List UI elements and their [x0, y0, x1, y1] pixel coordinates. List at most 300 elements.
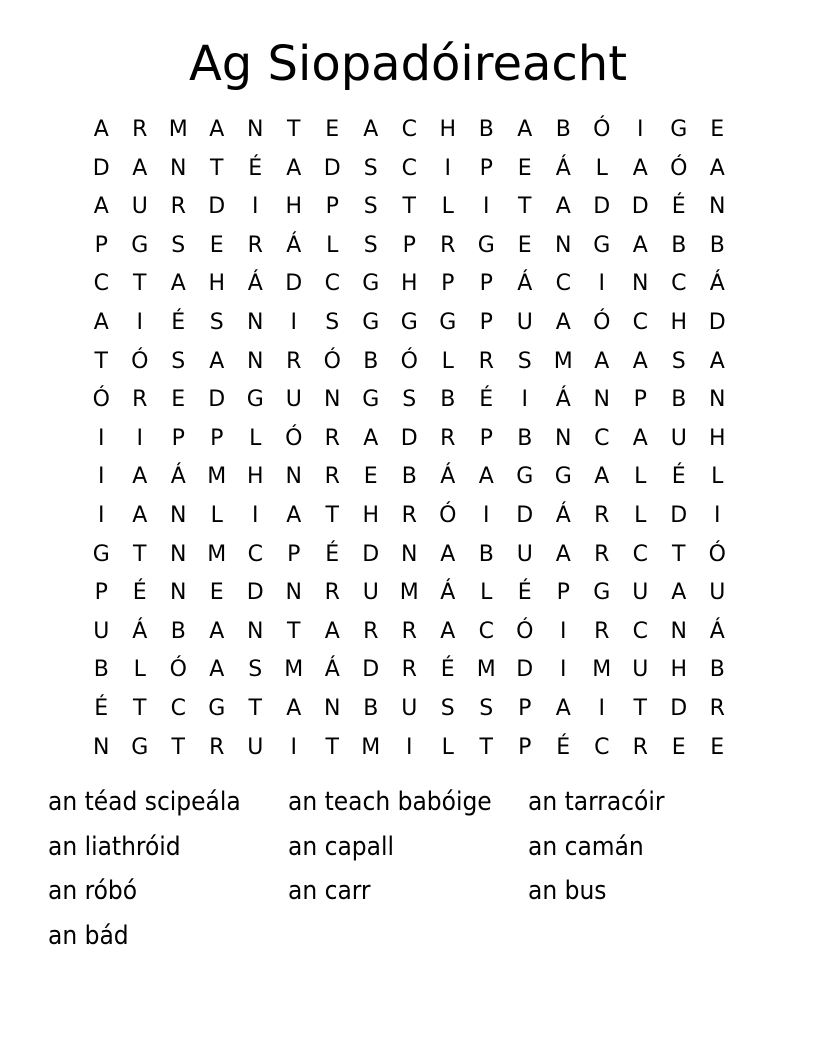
- word-list-item: an téad scipeála: [48, 787, 241, 817]
- grid-letter: P: [94, 232, 108, 258]
- grid-letter: B: [363, 348, 379, 374]
- grid-letter: É: [556, 734, 571, 760]
- grid-letter: Ó: [323, 348, 341, 374]
- grid-letter: T: [479, 734, 493, 760]
- grid-letter: N: [555, 232, 572, 258]
- grid-letter: U: [362, 580, 379, 606]
- grid-letter: A: [286, 502, 302, 528]
- grid-letter: A: [440, 541, 456, 567]
- grid-letter: P: [287, 541, 301, 567]
- grid-row: [82, 578, 737, 617]
- grid-letter: A: [555, 309, 571, 335]
- grid-letter: L: [210, 502, 223, 528]
- grid-letter: A: [170, 271, 186, 297]
- grid-letter: N: [247, 618, 264, 644]
- grid-letter: B: [478, 541, 494, 567]
- grid-letter: T: [518, 194, 532, 220]
- grid-row: [82, 462, 737, 501]
- grid-letter: M: [553, 348, 573, 374]
- grid-letter: U: [131, 194, 148, 220]
- grid-letter: Á: [555, 502, 571, 528]
- grid-letter: S: [171, 348, 186, 374]
- grid-letter: G: [554, 464, 572, 490]
- grid-letter: A: [555, 541, 571, 567]
- grid-letter: B: [401, 464, 417, 490]
- grid-letter: D: [285, 271, 303, 297]
- grid-letter: E: [517, 155, 532, 181]
- grid-letter: A: [132, 464, 148, 490]
- grid-letter: N: [285, 464, 302, 490]
- grid-letter: B: [170, 618, 186, 644]
- grid-letter: C: [594, 425, 610, 451]
- word-list: [48, 780, 768, 958]
- grid-letter: E: [517, 232, 532, 258]
- grid-letter: S: [363, 194, 378, 220]
- grid-letter: C: [594, 734, 610, 760]
- grid-letter: É: [171, 309, 186, 335]
- grid-letter: N: [247, 309, 264, 335]
- grid-letter: Á: [555, 155, 571, 181]
- grid-letter: D: [516, 502, 534, 528]
- grid-letter: D: [246, 580, 264, 606]
- grid-letter: M: [207, 464, 227, 490]
- grid-letter: C: [632, 541, 648, 567]
- grid-letter: D: [208, 387, 226, 413]
- grid-letter: T: [325, 502, 339, 528]
- grid-letter: I: [136, 309, 143, 335]
- grid-letter: H: [246, 464, 264, 490]
- grid-letter: É: [671, 464, 686, 490]
- grid-letter: G: [362, 309, 380, 335]
- grid-letter: N: [401, 541, 418, 567]
- grid-letter: E: [710, 117, 725, 142]
- grid-letter: I: [252, 502, 259, 528]
- grid-letter: T: [210, 155, 224, 181]
- grid-letter: S: [440, 695, 455, 721]
- grid-letter: D: [362, 657, 380, 683]
- grid-letter: R: [132, 387, 148, 413]
- grid-letter: T: [133, 541, 147, 567]
- grid-letter: B: [440, 387, 456, 413]
- grid-letter: P: [441, 271, 455, 297]
- grid-letter: A: [517, 117, 533, 142]
- grid-letter: D: [400, 425, 418, 451]
- grid-letter: G: [131, 232, 149, 258]
- grid-letter: L: [634, 502, 647, 528]
- grid-letter: Ó: [593, 309, 611, 335]
- grid-letter: U: [516, 309, 533, 335]
- grid-letter: A: [209, 657, 225, 683]
- grid-row: [82, 733, 737, 772]
- grid-letter: I: [406, 734, 413, 760]
- grid-letter: S: [671, 348, 686, 374]
- grid-letter: D: [362, 541, 380, 567]
- grid-letter: M: [399, 580, 419, 606]
- grid-letter: P: [479, 425, 493, 451]
- grid-letter: A: [555, 194, 571, 220]
- grid-row: [82, 308, 737, 347]
- grid-row: [82, 655, 737, 694]
- grid-letter: U: [516, 541, 533, 567]
- grid-letter: T: [287, 117, 301, 142]
- grid-row: [82, 385, 737, 424]
- grid-letter: U: [247, 734, 264, 760]
- grid-letter: P: [210, 425, 224, 451]
- grid-letter: A: [594, 464, 610, 490]
- grid-letter: B: [671, 387, 687, 413]
- grid-letter: I: [598, 271, 605, 297]
- grid-letter: D: [631, 194, 649, 220]
- grid-letter: U: [632, 580, 649, 606]
- grid-letter: G: [439, 309, 457, 335]
- grid-letter: G: [92, 541, 110, 567]
- grid-letter: D: [708, 309, 726, 335]
- grid-letter: C: [478, 618, 494, 644]
- grid-letter: C: [632, 618, 648, 644]
- grid-letter: I: [290, 309, 297, 335]
- grid-letter: H: [400, 271, 418, 297]
- grid-letter: M: [284, 657, 304, 683]
- grid-letter: S: [402, 387, 417, 413]
- grid-letter: R: [440, 425, 456, 451]
- word-list-item: an camán: [528, 831, 644, 862]
- grid-letter: Ó: [131, 348, 149, 374]
- grid-letter: P: [479, 155, 493, 181]
- grid-letter: R: [363, 618, 379, 644]
- grid-letter: S: [363, 155, 378, 181]
- grid-letter: I: [98, 502, 105, 528]
- grid-row: [82, 540, 737, 579]
- grid-letter: R: [401, 502, 417, 528]
- grid-letter: G: [516, 464, 534, 490]
- grid-letter: P: [94, 580, 108, 606]
- grid-letter: A: [709, 348, 725, 374]
- grid-letter: A: [209, 117, 225, 142]
- grid-letter: N: [324, 387, 341, 413]
- grid-letter: Ó: [670, 155, 688, 181]
- grid-letter: Ó: [593, 117, 611, 142]
- grid-letter: M: [207, 541, 227, 567]
- word-list-item: an róbó: [48, 876, 138, 906]
- word-list-item: an capall: [288, 831, 394, 862]
- grid-letter: H: [670, 309, 688, 335]
- grid-letter: G: [400, 309, 418, 335]
- word-search-grid: [82, 115, 737, 771]
- grid-letter: É: [248, 155, 263, 181]
- grid-letter: U: [93, 618, 110, 644]
- grid-letter: L: [595, 155, 608, 181]
- grid-letter: S: [517, 348, 532, 374]
- grid-letter: A: [632, 348, 648, 374]
- grid-letter: T: [287, 618, 301, 644]
- grid-letter: É: [94, 695, 109, 721]
- grid-letter: A: [555, 695, 571, 721]
- grid-letter: G: [593, 232, 611, 258]
- grid-letter: A: [632, 232, 648, 258]
- grid-row: [82, 269, 737, 308]
- grid-letter: T: [325, 734, 339, 760]
- grid-letter: U: [709, 580, 726, 606]
- grid-letter: I: [637, 117, 644, 142]
- grid-letter: S: [325, 309, 340, 335]
- grid-letter: I: [714, 502, 721, 528]
- grid-letter: I: [98, 464, 105, 490]
- grid-letter: G: [593, 580, 611, 606]
- grid-letter: P: [479, 271, 493, 297]
- grid-letter: L: [480, 580, 493, 606]
- grid-letter: R: [632, 734, 648, 760]
- grid-letter: T: [133, 271, 147, 297]
- grid-letter: R: [324, 464, 340, 490]
- grid-letter: N: [632, 271, 649, 297]
- grid-letter: E: [710, 734, 725, 760]
- grid-letter: A: [93, 194, 109, 220]
- grid-letter: H: [208, 271, 226, 297]
- grid-letter: N: [670, 618, 687, 644]
- grid-letter: L: [711, 464, 724, 490]
- grid-letter: C: [247, 541, 263, 567]
- grid-letter: P: [325, 194, 339, 220]
- grid-letter: R: [170, 194, 186, 220]
- grid-letter: R: [286, 348, 302, 374]
- grid-letter: G: [246, 387, 264, 413]
- grid-letter: G: [477, 232, 495, 258]
- grid-letter: S: [363, 232, 378, 258]
- grid-letter: C: [401, 117, 417, 142]
- grid-letter: N: [93, 734, 110, 760]
- grid-letter: B: [671, 232, 687, 258]
- grid-letter: R: [594, 541, 610, 567]
- grid-letter: R: [709, 695, 725, 721]
- grid-letter: P: [633, 387, 647, 413]
- grid-letter: C: [401, 155, 417, 181]
- grid-letter: E: [171, 387, 186, 413]
- grid-letter: N: [170, 502, 187, 528]
- grid-letter: P: [518, 695, 532, 721]
- grid-letter: I: [598, 695, 605, 721]
- grid-letter: H: [708, 425, 726, 451]
- grid-letter: M: [361, 734, 381, 760]
- grid-letter: N: [709, 387, 726, 413]
- grid-letter: A: [286, 695, 302, 721]
- grid-letter: I: [483, 502, 490, 528]
- grid-letter: N: [593, 387, 610, 413]
- grid-letter: L: [441, 348, 454, 374]
- grid-letter: N: [247, 117, 264, 142]
- grid-letter: T: [171, 734, 185, 760]
- grid-letter: U: [632, 657, 649, 683]
- grid-letter: A: [363, 117, 379, 142]
- grid-letter: N: [247, 348, 264, 374]
- grid-letter: N: [285, 580, 302, 606]
- grid-letter: É: [517, 580, 532, 606]
- grid-letter: S: [209, 309, 224, 335]
- grid-row: [82, 617, 737, 656]
- grid-letter: A: [632, 155, 648, 181]
- grid-letter: D: [208, 194, 226, 220]
- grid-letter: R: [478, 348, 494, 374]
- page-title: Ag Siopadóireacht: [188, 36, 628, 92]
- grid-letter: A: [671, 580, 687, 606]
- grid-letter: E: [325, 117, 340, 142]
- grid-letter: M: [476, 657, 496, 683]
- grid-letter: I: [252, 194, 259, 220]
- grid-letter: Á: [247, 271, 263, 297]
- grid-letter: R: [247, 232, 263, 258]
- grid-letter: I: [444, 155, 451, 181]
- word-list-item: an liathróid: [48, 831, 181, 862]
- grid-letter: B: [709, 657, 725, 683]
- grid-letter: N: [324, 695, 341, 721]
- grid-row: [82, 192, 737, 231]
- grid-letter: N: [555, 425, 572, 451]
- grid-letter: B: [517, 425, 533, 451]
- grid-letter: C: [671, 271, 687, 297]
- grid-letter: I: [483, 194, 490, 220]
- grid-letter: Á: [517, 271, 533, 297]
- grid-letter: U: [670, 425, 687, 451]
- grid-row: [82, 115, 737, 154]
- grid-letter: U: [401, 695, 418, 721]
- grid-letter: S: [171, 232, 186, 258]
- grid-row: [82, 694, 737, 733]
- grid-letter: D: [92, 155, 110, 181]
- grid-letter: A: [632, 425, 648, 451]
- grid-letter: Á: [132, 618, 148, 644]
- grid-letter: B: [709, 232, 725, 258]
- grid-letter: P: [556, 580, 570, 606]
- grid-letter: S: [479, 695, 494, 721]
- grid-row: [82, 501, 737, 540]
- grid-letter: L: [441, 194, 454, 220]
- grid-letter: N: [170, 580, 187, 606]
- grid-row: [82, 154, 737, 193]
- grid-letter: A: [363, 425, 379, 451]
- grid-letter: A: [286, 155, 302, 181]
- grid-letter: R: [440, 232, 456, 258]
- grid-letter: A: [93, 117, 109, 142]
- grid-letter: H: [439, 117, 457, 142]
- grid-letter: P: [479, 309, 493, 335]
- word-list-item: an bád: [48, 920, 129, 951]
- grid-letter: M: [592, 657, 612, 683]
- grid-letter: A: [709, 155, 725, 181]
- grid-letter: I: [290, 734, 297, 760]
- grid-letter: S: [248, 657, 263, 683]
- grid-letter: C: [170, 695, 186, 721]
- grid-letter: Á: [440, 580, 456, 606]
- word-list-item: an tarracóir: [528, 787, 665, 817]
- word-list-item: an teach babóige: [288, 787, 492, 817]
- grid-letter: D: [323, 155, 341, 181]
- grid-letter: B: [363, 695, 379, 721]
- grid-letter: I: [560, 618, 567, 644]
- grid-letter: C: [324, 271, 340, 297]
- grid-letter: N: [709, 194, 726, 220]
- grid-letter: Á: [555, 387, 571, 413]
- grid-letter: Ó: [285, 425, 303, 451]
- grid-letter: E: [363, 464, 378, 490]
- grid-letter: N: [170, 155, 187, 181]
- grid-letter: L: [249, 425, 262, 451]
- grid-letter: L: [634, 464, 647, 490]
- grid-letter: T: [672, 541, 686, 567]
- grid-letter: Á: [709, 618, 725, 644]
- grid-letter: R: [401, 618, 417, 644]
- grid-letter: T: [402, 194, 416, 220]
- grid-letter: A: [93, 309, 109, 335]
- grid-letter: Á: [170, 464, 186, 490]
- grid-letter: B: [555, 117, 571, 142]
- grid-letter: C: [555, 271, 571, 297]
- grid-letter: Á: [440, 464, 456, 490]
- grid-letter: G: [131, 734, 149, 760]
- grid-letter: A: [209, 618, 225, 644]
- grid-letter: B: [478, 117, 494, 142]
- grid-letter: H: [285, 194, 303, 220]
- grid-letter: Ó: [708, 541, 726, 567]
- grid-letter: A: [478, 464, 494, 490]
- grid-letter: A: [440, 618, 456, 644]
- grid-letter: Á: [286, 232, 302, 258]
- grid-letter: L: [326, 232, 339, 258]
- grid-letter: A: [324, 618, 340, 644]
- grid-letter: É: [325, 541, 340, 567]
- grid-letter: G: [208, 695, 226, 721]
- grid-letter: I: [521, 387, 528, 413]
- grid-row: [82, 231, 737, 270]
- grid-letter: L: [441, 734, 454, 760]
- grid-letter: G: [670, 117, 688, 142]
- grid-letter: Ó: [439, 502, 457, 528]
- grid-letter: I: [98, 425, 105, 451]
- grid-letter: É: [132, 580, 147, 606]
- grid-row: [82, 347, 737, 386]
- grid-letter: A: [132, 155, 148, 181]
- grid-letter: H: [670, 657, 688, 683]
- grid-letter: D: [516, 657, 534, 683]
- grid-letter: R: [209, 734, 225, 760]
- grid-letter: E: [209, 232, 224, 258]
- grid-letter: L: [133, 657, 146, 683]
- grid-letter: C: [93, 271, 109, 297]
- grid-letter: G: [362, 387, 380, 413]
- grid-letter: T: [633, 695, 647, 721]
- grid-letter: I: [136, 425, 143, 451]
- grid-letter: R: [594, 618, 610, 644]
- grid-letter: E: [671, 734, 686, 760]
- grid-letter: U: [285, 387, 302, 413]
- grid-letter: M: [168, 117, 188, 142]
- grid-letter: G: [362, 271, 380, 297]
- grid-letter: T: [133, 695, 147, 721]
- grid-letter: A: [209, 348, 225, 374]
- grid-letter: H: [362, 502, 380, 528]
- grid-row: [82, 424, 737, 463]
- grid-letter: C: [632, 309, 648, 335]
- grid-letter: É: [671, 194, 686, 220]
- grid-letter: Ó: [92, 387, 110, 413]
- grid-letter: R: [594, 502, 610, 528]
- grid-letter: A: [132, 502, 148, 528]
- grid-letter: Ó: [400, 348, 418, 374]
- grid-letter: R: [324, 580, 340, 606]
- grid-letter: T: [94, 348, 108, 374]
- grid-letter: D: [670, 695, 688, 721]
- grid-letter: E: [209, 580, 224, 606]
- grid-letter: D: [593, 194, 611, 220]
- grid-letter: R: [132, 117, 148, 142]
